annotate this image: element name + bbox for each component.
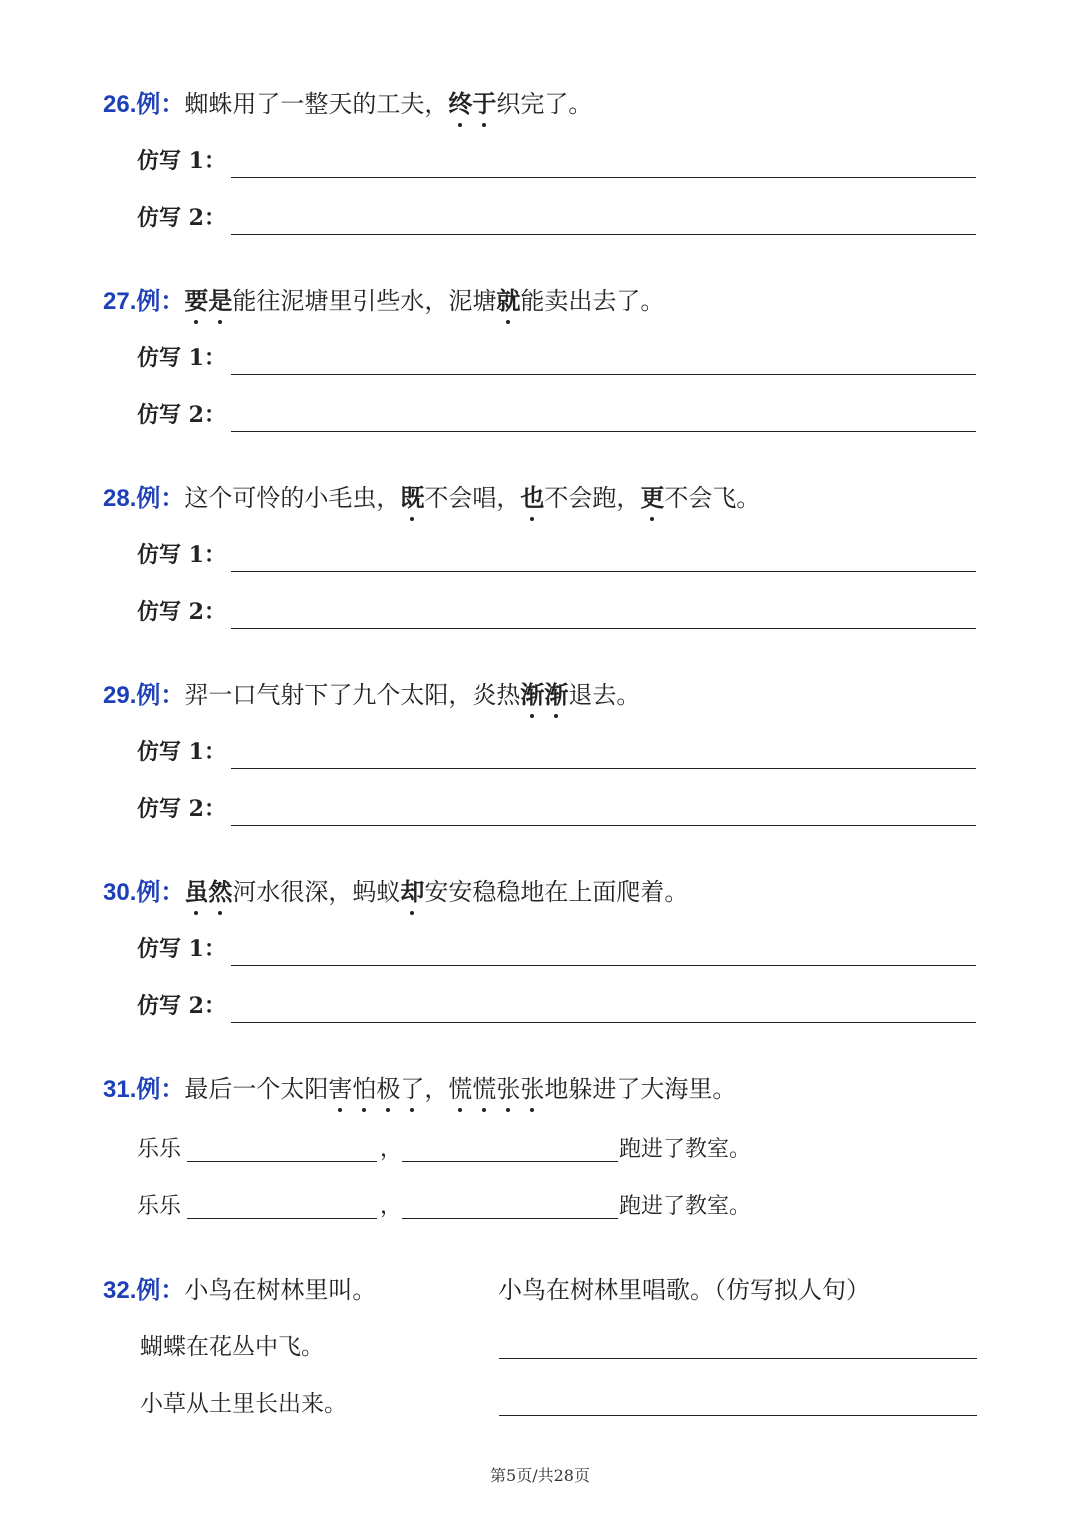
example-text: 这个可怜的小毛虫，: [184, 484, 401, 512]
fill-tail: 跑进了教室。: [619, 1137, 752, 1162]
keyword: 了: [400, 1075, 425, 1103]
keyword: 虽: [184, 877, 209, 906]
write-label: 仿写 2：: [137, 205, 226, 231]
question-26: [103, 89, 592, 120]
example-tag: 例：: [136, 483, 185, 512]
question-32: [103, 1275, 376, 1306]
keyword: 要: [184, 286, 209, 315]
write-label: 仿写 2：: [137, 402, 226, 428]
question-number: 26.: [103, 91, 137, 118]
write-label: 仿写 1：: [137, 936, 226, 962]
keyword: 于: [472, 89, 497, 118]
prompt-item: 小草从土里长出来。: [140, 1391, 347, 1417]
question-number: 32.: [103, 1277, 137, 1304]
example-text: ，: [424, 1075, 449, 1103]
example-text: 小鸟在树林里叫。: [184, 1276, 377, 1304]
write-row-28-1: [137, 540, 976, 572]
keyword: 慌: [472, 1075, 497, 1103]
question-number: 28.: [103, 485, 137, 512]
answer-line[interactable]: [499, 1332, 977, 1359]
answer-line[interactable]: [231, 571, 976, 572]
write-label: 仿写 2：: [137, 599, 226, 625]
question-number: 27.: [103, 288, 137, 315]
example-text: 最后一个太阳: [184, 1075, 329, 1103]
answer-line[interactable]: [402, 1192, 618, 1219]
answer-line[interactable]: [499, 1389, 977, 1416]
write-row-29-1: [137, 737, 976, 769]
example-answer: 小鸟在树林里唱歌。（仿写拟人句）: [498, 1276, 870, 1304]
keyword: 张: [496, 1075, 521, 1103]
write-row-29-2: [137, 794, 976, 826]
keyword: 渐: [544, 680, 569, 709]
keyword: 就: [496, 286, 521, 315]
example-tag: 例：: [136, 1275, 185, 1304]
example-text: 地躲进了大海里。: [544, 1075, 737, 1103]
keyword: 既: [400, 483, 425, 512]
fill-lead: 乐乐: [137, 1137, 182, 1162]
keyword: 也: [520, 483, 545, 512]
example-text: 织完了。: [496, 90, 593, 118]
example-text: 能卖出去了。: [520, 287, 665, 315]
prompt-item: 蝴蝶在花丛中飞。: [140, 1334, 324, 1360]
example-text: 不会飞。: [664, 484, 761, 512]
keyword: 终: [448, 89, 473, 118]
keyword: 然: [208, 877, 233, 906]
answer-line[interactable]: [231, 768, 976, 769]
answer-line[interactable]: [231, 965, 976, 966]
fill-tail: 跑进了教室。: [619, 1194, 752, 1219]
question-28: [103, 483, 760, 514]
keyword: 害: [328, 1075, 353, 1103]
keyword: 极: [376, 1075, 401, 1103]
question-30: [103, 877, 688, 908]
example-text: 安安稳稳地在上面爬着。: [424, 878, 689, 906]
keyword: 张: [520, 1075, 545, 1103]
write-row-28-2: [137, 597, 976, 629]
example-tag: 例：: [136, 877, 185, 906]
example-text: 河水很深，蚂蚁: [232, 878, 401, 906]
keyword: 慌: [448, 1075, 473, 1103]
example-text: 羿一口气射下了九个太阳，炎热: [184, 681, 521, 709]
example-text: 蜘蛛用了一整天的工夫，: [184, 90, 449, 118]
page-footer: 第5页/共28页: [490, 1466, 590, 1485]
fill-comma: ，: [380, 1137, 403, 1162]
answer-line[interactable]: [231, 1022, 976, 1023]
answer-line[interactable]: [402, 1135, 618, 1162]
question-number: 29.: [103, 682, 137, 709]
example-text: 退去。: [568, 681, 641, 709]
keyword: 怕: [352, 1075, 377, 1103]
write-label: 仿写 1：: [137, 148, 226, 174]
question-31: [103, 1074, 736, 1105]
write-row-26-2: [137, 203, 976, 235]
fill-comma: ，: [380, 1194, 403, 1219]
example-text: 不会跑，: [544, 484, 641, 512]
example-text: 不会唱，: [424, 484, 521, 512]
answer-line[interactable]: [231, 177, 976, 178]
answer-line[interactable]: [187, 1135, 377, 1162]
question-27: [103, 286, 664, 317]
write-row-27-2: [137, 400, 976, 432]
question-number: 31.: [103, 1076, 137, 1103]
example-text: 能往泥塘里引些水，泥塘: [232, 287, 497, 315]
write-row-26-1: [137, 146, 976, 178]
write-label: 仿写 1：: [137, 739, 226, 765]
keyword: 是: [208, 286, 233, 315]
write-label: 仿写 2：: [137, 796, 226, 822]
write-row-30-1: [137, 934, 976, 966]
keyword: 更: [640, 483, 665, 512]
write-row-27-1: [137, 343, 976, 375]
answer-line[interactable]: [231, 628, 976, 629]
write-label: 仿写 1：: [137, 542, 226, 568]
example-tag: 例：: [136, 286, 185, 315]
keyword: 却: [400, 877, 425, 906]
answer-line[interactable]: [231, 374, 976, 375]
write-label: 仿写 1：: [137, 345, 226, 371]
question-number: 30.: [103, 879, 137, 906]
question-29: [103, 680, 640, 711]
keyword: 渐: [520, 680, 545, 709]
write-label: 仿写 2：: [137, 993, 226, 1019]
write-row-30-2: [137, 991, 976, 1023]
answer-line[interactable]: [231, 825, 976, 826]
fill-lead: 乐乐: [137, 1194, 182, 1219]
example-tag: 例：: [136, 1074, 185, 1103]
example-tag: 例：: [136, 680, 185, 709]
answer-line[interactable]: [231, 234, 976, 235]
answer-line[interactable]: [187, 1192, 377, 1219]
answer-line[interactable]: [231, 431, 976, 432]
example-tag: 例：: [136, 89, 185, 118]
